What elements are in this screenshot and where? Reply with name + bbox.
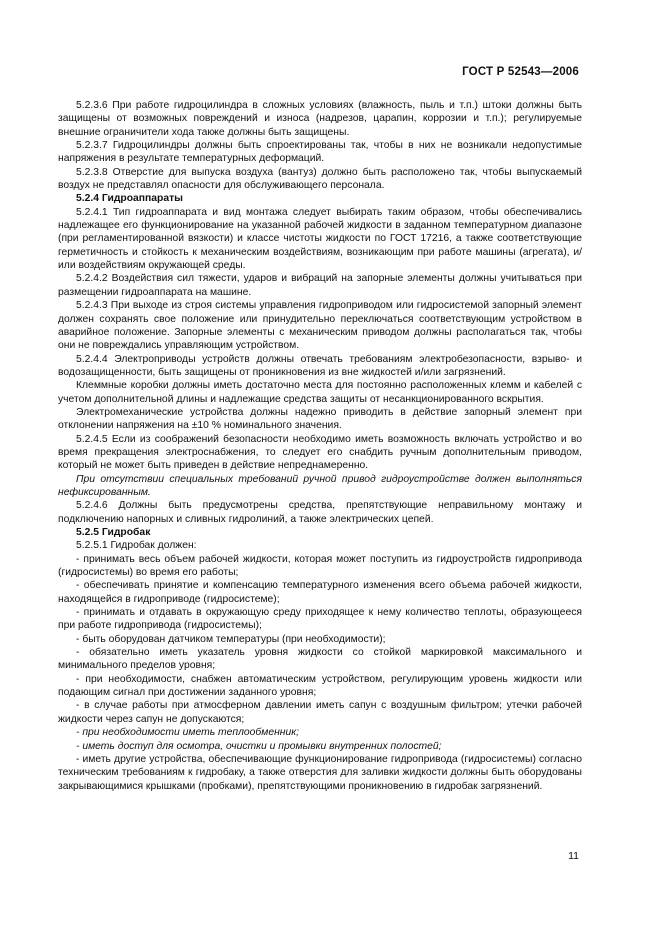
paragraph: При отсутствии специальных требований ручной привод гидроустройстве должен выполняться нефиксированным.: [58, 473, 582, 498]
section-heading: 5.2.5 Гидробак: [76, 527, 151, 538]
paragraph: 5.2.3.8 Отверстие для выпуска воздуха (вантуз) должно быть расположено так, чтобы выпускаемый воздух не представлял опасности для обслуживающего персонала.: [58, 166, 582, 192]
paragraph: - иметь другие устройства, обеспечивающие функционирование гидропривода (гидросистемы) согласно техническим требованиям к гидробаку, а также отверстия для заливки жидкости должны быть оборудованы закрывающимися крышками (пробками), препятствующими проникновению в гидробак загрязнений.: [58, 753, 582, 792]
paragraph: 5.2.4.1 Тип гидроаппарата и вид монтажа следует выбирать таким образом, чтобы обеспечивались надлежащее его функционирование на указанной рабочей жидкости в заданном температурном диапазоне (при регламентированной вязкости) и классе чистоты жидкости по ГОСТ 17216, а также соответствующие герметичность и стойкость к механическим воздействиям, возникающим при работе машины (агрегата), и/или воздействиям окружающей среды.: [58, 206, 582, 272]
paragraph: 5.2.4.6 Должны быть предусмотрены средства, препятствующие неправильному монтажу и подключению напорных и сливных гидролиний, а также электрических цепей.: [58, 500, 582, 525]
document-header: ГОСТ Р 52543—2006: [462, 66, 579, 78]
paragraph: - принимать и отдавать в окружающую среду приходящее к нему количество теплоты, образующееся при работе гидропривода (гидросистемы);: [58, 607, 582, 632]
paragraph: - иметь доступ для осмотра, очистки и промывки внутренних полостей;: [76, 740, 442, 752]
paragraph: - обязательно иметь указатель уровня жидкости со стойкой маркировкой максимального и минимального пределов уровня;: [58, 647, 582, 672]
paragraph: 5.2.4.5 Если из соображений безопасности необходимо иметь возможность включать устройство и во время прекращения электроснабжения, то следует его снабдить ручным дополнительным приводом, который не может быть приведен в действие непреднамеренно.: [58, 433, 582, 472]
document-body: [58, 99, 582, 793]
paragraph: - обеспечивать принятие и компенсацию температурного изменения всего объема рабочей жидкости, находящейся в гидроприводе (гидросистеме);: [58, 580, 582, 605]
section-heading: 5.2.4 Гидроаппараты: [76, 193, 184, 205]
paragraph: Электромеханические устройства должны надежно приводить в действие запорный элемент при отклонении напряжения на ±10 % номинального значения.: [58, 406, 582, 432]
paragraph: 5.2.3.7 Гидроцилиндры должны быть спроектированы так, чтобы в них не возникали недопустимые напряжения в результате температурных деформаций.: [58, 140, 582, 165]
page-number: 11: [568, 850, 579, 862]
paragraph: 5.2.4.4 Электроприводы устройств должны отвечать требованиям электробезопасности, взрыво- и водозащищенности, быть защищены от проникновения из вне жидкостей и/или загрязнений.: [58, 353, 582, 378]
paragraph: - в случае работы при атмосферном давлении иметь сапун с воздушным фильтром; утечки рабочей жидкости через сапун не допускаются;: [58, 700, 582, 725]
paragraph: Клеммные коробки должны иметь достаточно места для постоянно расположенных клемм и кабелей с учетом дополнительной длины и надлежащие средства защиты от несанкционированного вскрытия.: [58, 380, 582, 405]
paragraph: - быть оборудован датчиком температуры (при необходимости);: [76, 633, 386, 645]
paragraph: - при необходимости иметь теплообменник;: [76, 727, 299, 739]
paragraph: 5.2.3.6 При работе гидроцилиндра в сложных условиях (влажность, пыль и т.п.) штоки должны быть защищены от возможных повреждений и износа (надрезов, царапин, коррозии и т.п.); регулируемые внешние ограничители хода также должны быть защищены.: [58, 100, 582, 138]
paragraph: - при необходимости, снабжен автоматическим устройством, регулирующим уровень жидкости или подающим сигнал при достижении заданного уровня;: [58, 673, 582, 699]
paragraph: 5.2.4.2 Воздействия сил тяжести, ударов и вибраций на запорные элементы должны учитываться при размещении гидроаппарата на машине.: [58, 273, 582, 298]
paragraph: 5.2.5.1 Гидробак должен:: [76, 540, 197, 552]
paragraph: 5.2.4.3 При выходе из строя системы управления гидроприводом или гидросистемой запорный элемент должен сохранять свое положение или принудительно переключаться соответствующим устройством в аварийное положение. Запорные элементы с механическим приводом должны располагаться так, чтобы они не повреждались управляющим устройством.: [58, 300, 582, 352]
paragraph: - принимать весь объем рабочей жидкости, которая может поступить из гидроустройств гидропривода (гидросистемы) во время его работы;: [58, 553, 582, 579]
